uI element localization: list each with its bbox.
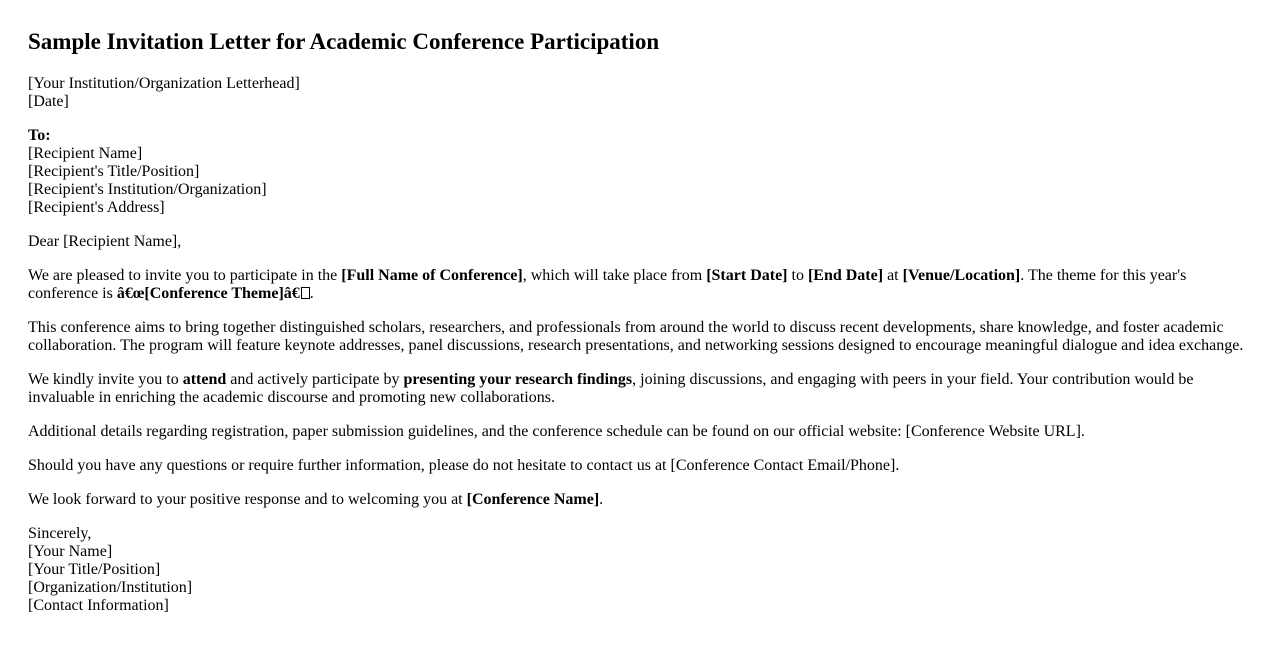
signature-block: [28, 525, 1258, 615]
paragraph-text: .: [599, 491, 604, 508]
recipient-institution: [Recipient's Institution/Organization]: [28, 181, 267, 198]
paragraph-text: and actively participate by: [226, 371, 404, 388]
conference-theme: â€œ[Conference Theme]â€: [116, 285, 300, 302]
conference-full-name: [Full Name of Conference]: [341, 267, 523, 284]
sender-name: [Your Name]: [28, 543, 113, 560]
sender-contact: [Contact Information]: [28, 597, 169, 614]
paragraph-text: We kindly invite you to: [28, 371, 183, 388]
recipient-title: [Recipient's Title/Position]: [28, 163, 200, 180]
research-emphasis: presenting your research findings: [403, 371, 633, 388]
letter-header: [28, 75, 1258, 111]
end-date: [End Date]: [807, 267, 884, 284]
paragraph-text: to: [787, 267, 808, 284]
page-title: Sample Invitation Letter for Academic Conference Participation: [28, 29, 660, 54]
paragraph-participation: [28, 371, 1258, 407]
to-label: To:: [28, 127, 51, 144]
sender-title: [Your Title/Position]: [28, 561, 161, 578]
attend-emphasis: attend: [182, 371, 227, 388]
paragraph-details: Additional details regarding registration, paper submission guidelines, and the conference schedule can be found on our official website: [Conference Website URL].: [28, 423, 1085, 440]
paragraph-text: at: [883, 267, 903, 284]
paragraph-text: , which will take place from: [522, 267, 707, 284]
start-date: [Start Date]: [706, 267, 788, 284]
salutation: Dear [Recipient Name],: [28, 233, 182, 250]
paragraph-text: . The theme for this year's conference is: [28, 267, 1187, 302]
paragraph-text: We look forward to your positive response and to welcoming you at: [28, 491, 467, 508]
venue-location: [Venue/Location]: [902, 267, 1021, 284]
conference-name: [Conference Name]: [466, 491, 600, 508]
paragraph-text: , joining discussions, and engaging with peers in your field. Your contribution would be invaluable in enriching the academic discourse and promoting new collaborations.: [28, 371, 1194, 406]
paragraph-closing: [28, 491, 1258, 509]
paragraph-invitation: [28, 267, 1258, 303]
paragraph-text: We are pleased to invite you to participate in the: [28, 267, 342, 284]
date-placeholder: [Date]: [28, 93, 69, 110]
missing-glyph-box: [301, 287, 310, 299]
recipient-block: [28, 127, 1258, 217]
recipient-name: [Recipient Name]: [28, 145, 143, 162]
recipient-address: [Recipient's Address]: [28, 199, 165, 216]
sender-organization: [Organization/Institution]: [28, 579, 193, 596]
paragraph-contact: Should you have any questions or require further information, please do not hesitate to contact us at [Conference Contact Email/Phone].: [28, 457, 900, 474]
paragraph-aims: This conference aims to bring together distinguished scholars, researchers, and professionals from around the world to discuss recent developments, share knowledge, and foster academic collaboration. The program will feature keynote addresses, panel discussions, research presentations, and networking sessions designed to encourage meaningful dialogue and idea exchange.: [28, 319, 1244, 354]
sign-off: Sincerely,: [28, 525, 92, 542]
paragraph-text: .: [309, 285, 314, 302]
letterhead-placeholder: [Your Institution/Organization Letterhead]: [28, 75, 300, 92]
